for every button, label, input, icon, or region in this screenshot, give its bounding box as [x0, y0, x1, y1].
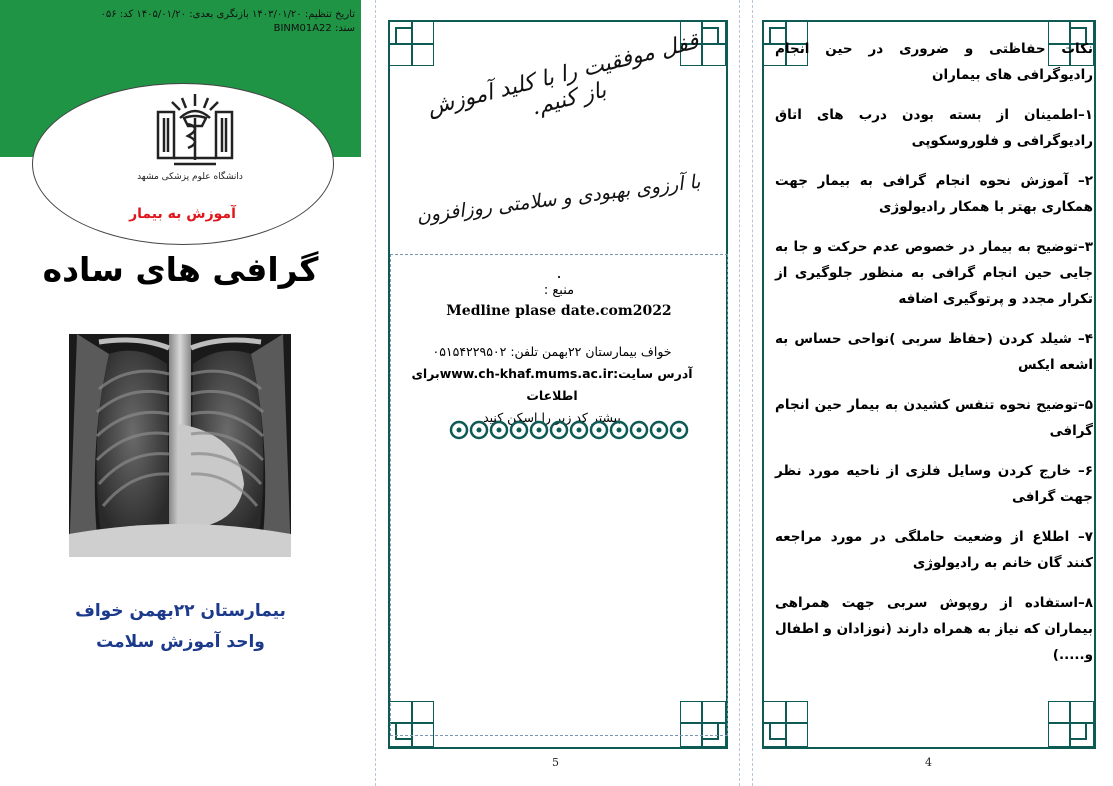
meta-code: سند: BINM01A22 [273, 23, 355, 34]
motto-calligraphy: قفل موفقیت را با کلید آموزش باز کنیم. [424, 29, 702, 121]
safety-heading: نکات حفاظتی و ضروری در حین انجام رادیوگرافی های بیماران [775, 41, 1093, 83]
list-item: ۳–توضیح به بیمار در خصوص عدم حرکت و جا به جایی حین انجام گرافی به منظور جلوگیری از تکرار مجدد و پرتوگیری اضافه [775, 239, 1093, 307]
list-item: ۸–استفاده از روپوش سربی جهت همراهی بیماران که نیاز به همراه دارند (نوزادان و اطفال و.....) [775, 595, 1093, 663]
safety-tips [775, 36, 1093, 682]
ornamental-border-icon [449, 417, 699, 443]
front-cover-panel [0, 0, 361, 786]
contact-box [390, 254, 728, 736]
contact-address [397, 341, 707, 429]
hospital-name: بیمارستان ۲۲بهمن خواف [75, 601, 286, 621]
hospital-info [0, 596, 361, 658]
university-logo-icon [150, 88, 240, 178]
inside-panel [752, 0, 1113, 786]
list-item: ۷– اطلاع از وضعیت حاملگی در مورد مراجعه کنند گان خانم به رادیولوژی [775, 529, 1093, 571]
page-number: 4 [925, 756, 932, 769]
website-line: آدرس سایت:www.ch-khaf.mums.ac.irبرای اطلاعات [411, 366, 693, 403]
source-label: منبع : [543, 283, 575, 298]
university-name: دانشگاه علوم پزشکی مشهد [137, 172, 243, 182]
meta-dates: تاریخ تنظیم: ۱۴۰۳/۰۱/۲۰ بازنگری بعدی: ۱۴۰۵/۰۱/۲۰ کد: ۰۵۶ [100, 9, 355, 20]
phone-line: خواف بیمارستان ۲۲بهمن تلفن: ۰۵۱۵۴۲۲۹۵۰۲ [432, 344, 672, 359]
chest-xray-image [69, 334, 291, 557]
dot-mark: . [556, 263, 562, 282]
corner-ornament-icon [1048, 701, 1094, 747]
list-item: ۵–توضیح نحوه تنفس کشیدن به بیمار حین انجام گرافی [775, 397, 1093, 439]
list-item: ۶– خارج کردن وسایل فلزی از ناحیه مورد نظر جهت گرافی [775, 463, 1093, 505]
source-value: Medline plase date.com2022 [446, 303, 672, 319]
corner-ornament-icon [388, 20, 434, 66]
document-meta [100, 8, 355, 36]
back-panel [375, 0, 740, 786]
list-item: ۱–اطمینان از بسته بودن درب های اتاق رادیوگرافی و فلوروسکوپی [775, 107, 1093, 149]
health-education-unit: واحد آموزش سلامت [96, 632, 265, 652]
brochure-title: گرافی های ساده [42, 250, 319, 289]
corner-ornament-icon [762, 701, 808, 747]
page-number: 5 [552, 756, 559, 769]
list-item: ۴– شیلد کردن (حفاظ سربی )نواحی حساس به اشعه ایکس [775, 331, 1093, 373]
patient-education-label: آموزش به بیمار [129, 206, 236, 222]
wish-calligraphy: با آرزوی بهبودی و سلامتی روزافزون [415, 170, 702, 228]
list-item: ۲– آموزش نحوه انجام گرافی به بیمار جهت همکاری بهتر با همکار رادیولوژی [775, 173, 1093, 215]
scan-instruction: بیشتر کد زیر را اسکن کنید [483, 410, 621, 425]
